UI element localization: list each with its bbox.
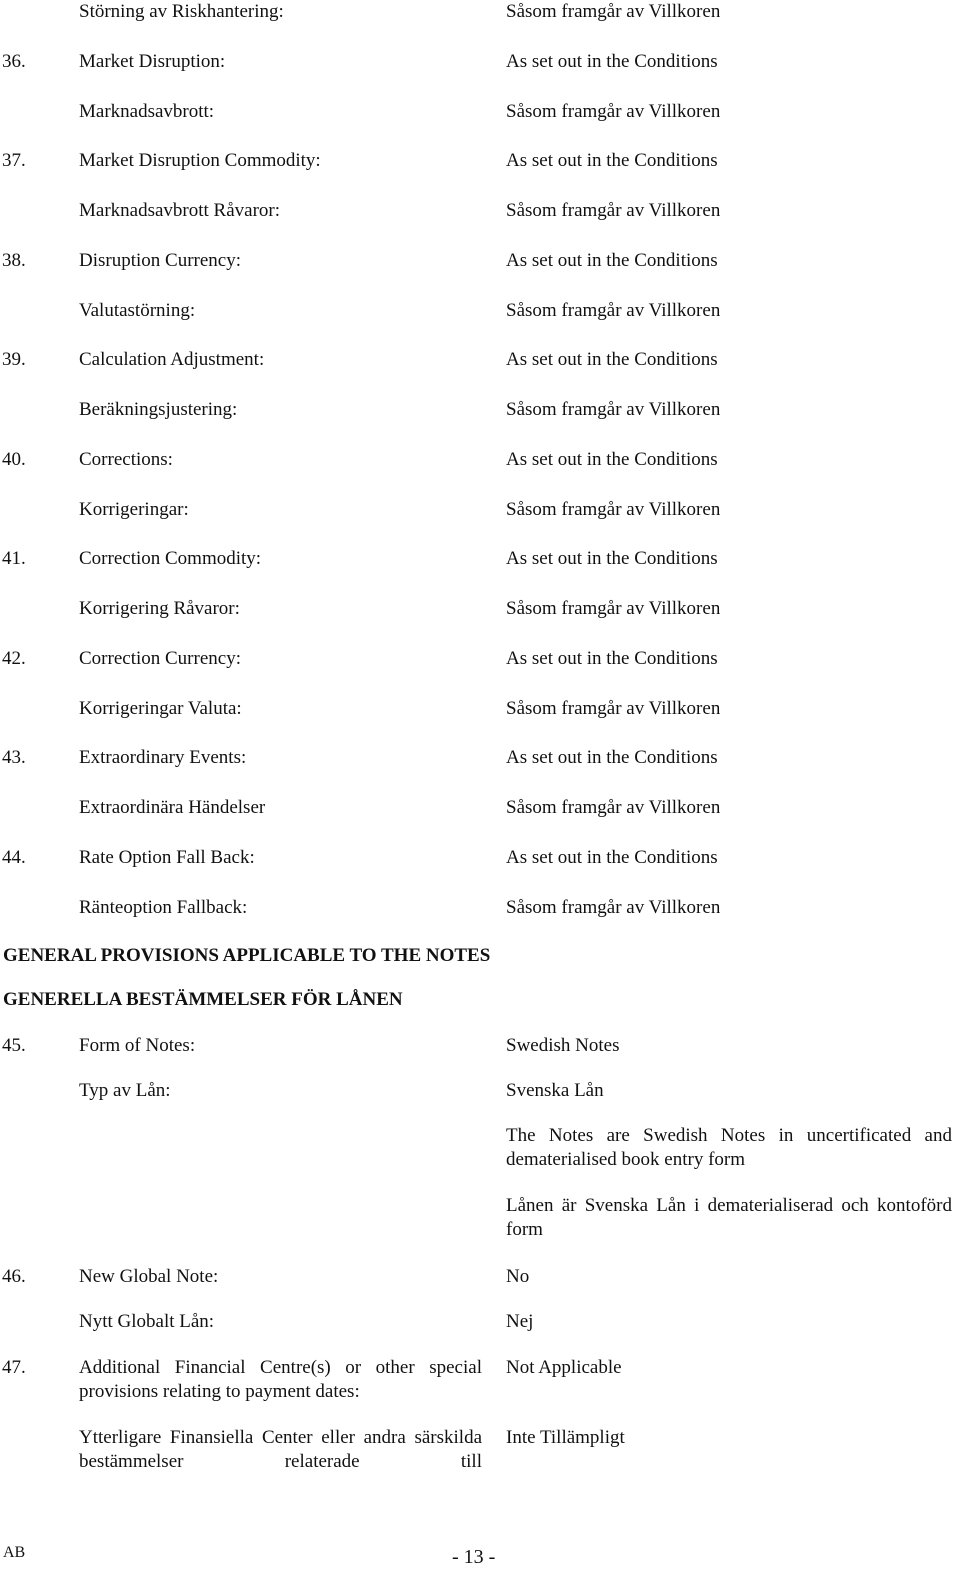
item-number: 47. — [2, 1357, 26, 1378]
item-value: As set out in the Conditions — [506, 250, 718, 271]
item-value: As set out in the Conditions — [506, 150, 718, 171]
item-value: Såsom framgår av Villkoren — [506, 399, 721, 420]
item-label: Beräkningsjustering: — [79, 399, 238, 420]
item-value: Såsom framgår av Villkoren — [506, 698, 721, 719]
item-value: As set out in the Conditions — [506, 349, 718, 370]
item-label: Ränteoption Fallback: — [79, 897, 248, 918]
item-value: As set out in the Conditions — [506, 449, 718, 470]
item-number: 41. — [2, 548, 26, 569]
item-value: As set out in the Conditions — [506, 847, 718, 868]
item-label: Disruption Currency: — [79, 250, 242, 271]
item-value: As set out in the Conditions — [506, 648, 718, 669]
item-label-en: Additional Financial Centre(s) or other special provisions relating to payment dates: — [79, 1357, 482, 1402]
item-label: Marknadsavbrott Råvaror: — [79, 200, 281, 221]
item-label: Rate Option Fall Back: — [79, 847, 255, 868]
item-number: 46. — [2, 1266, 26, 1287]
item-value: As set out in the Conditions — [506, 548, 718, 569]
item-value: As set out in the Conditions — [506, 51, 718, 72]
item-value: Såsom framgår av Villkoren — [506, 499, 721, 520]
item-label-sv: Typ av Lån: — [79, 1080, 171, 1101]
item-value-en: Not Applicable — [506, 1357, 622, 1378]
item-value: Såsom framgår av Villkoren — [506, 1, 721, 22]
item-label: Market Disruption Commodity: — [79, 150, 321, 171]
item-number: 38. — [2, 250, 26, 271]
item-number: 44. — [2, 847, 26, 868]
section-heading-en: GENERAL PROVISIONS APPLICABLE TO THE NOTES — [3, 945, 491, 966]
item-label: Korrigering Råvaror: — [79, 598, 240, 619]
item-label: Extraordinary Events: — [79, 747, 247, 768]
item-note-sv: Lånen är Svenska Lån i dematerialiserad och kontoförd form — [506, 1195, 952, 1240]
item-label: Störning av Riskhantering: — [79, 1, 284, 22]
item-note-en: The Notes are Swedish Notes in uncertificated and dematerialised book entry form — [506, 1125, 952, 1170]
item-value-sv: Svenska Lån — [506, 1080, 604, 1101]
page-number: - 13 - — [452, 1546, 496, 1568]
item-label: Correction Currency: — [79, 648, 241, 669]
item-label: Korrigeringar: — [79, 499, 189, 520]
item-number: 45. — [2, 1035, 26, 1056]
item-value-sv: Inte Tillämpligt — [506, 1427, 625, 1448]
item-value: Såsom framgår av Villkoren — [506, 300, 721, 321]
item-label: Market Disruption: — [79, 51, 226, 72]
item-number: 40. — [2, 449, 26, 470]
item-value: Såsom framgår av Villkoren — [506, 897, 721, 918]
item-label-sv: Ytterligare Finansiella Center eller andra särskilda bestämmelser relaterade till — [79, 1427, 482, 1472]
item-label: Calculation Adjustment: — [79, 349, 265, 370]
item-value-en: No — [506, 1266, 530, 1287]
item-value: Såsom framgår av Villkoren — [506, 200, 721, 221]
item-value-sv: Nej — [506, 1311, 534, 1332]
item-number: 36. — [2, 51, 26, 72]
footer-initials: AB — [3, 1544, 26, 1561]
item-label: Corrections: — [79, 449, 173, 470]
item-label: Correction Commodity: — [79, 548, 262, 569]
item-label-en: New Global Note: — [79, 1266, 219, 1287]
item-number: 39. — [2, 349, 26, 370]
item-label: Valutastörning: — [79, 300, 196, 321]
item-value: Såsom framgår av Villkoren — [506, 797, 721, 818]
item-value: As set out in the Conditions — [506, 747, 718, 768]
item-value: Såsom framgår av Villkoren — [506, 598, 721, 619]
item-label-en: Form of Notes: — [79, 1035, 196, 1056]
item-label: Korrigeringar Valuta: — [79, 698, 242, 719]
section-heading-sv: GENERELLA BESTÄMMELSER FÖR LÅNEN — [3, 989, 403, 1010]
item-value: Såsom framgår av Villkoren — [506, 101, 721, 122]
item-number: 37. — [2, 150, 26, 171]
item-label-sv: Nytt Globalt Lån: — [79, 1311, 215, 1332]
item-number: 43. — [2, 747, 26, 768]
item-label: Extraordinära Händelser — [79, 797, 266, 818]
item-number: 42. — [2, 648, 26, 669]
item-label: Marknadsavbrott: — [79, 101, 215, 122]
item-value-en: Swedish Notes — [506, 1035, 620, 1056]
